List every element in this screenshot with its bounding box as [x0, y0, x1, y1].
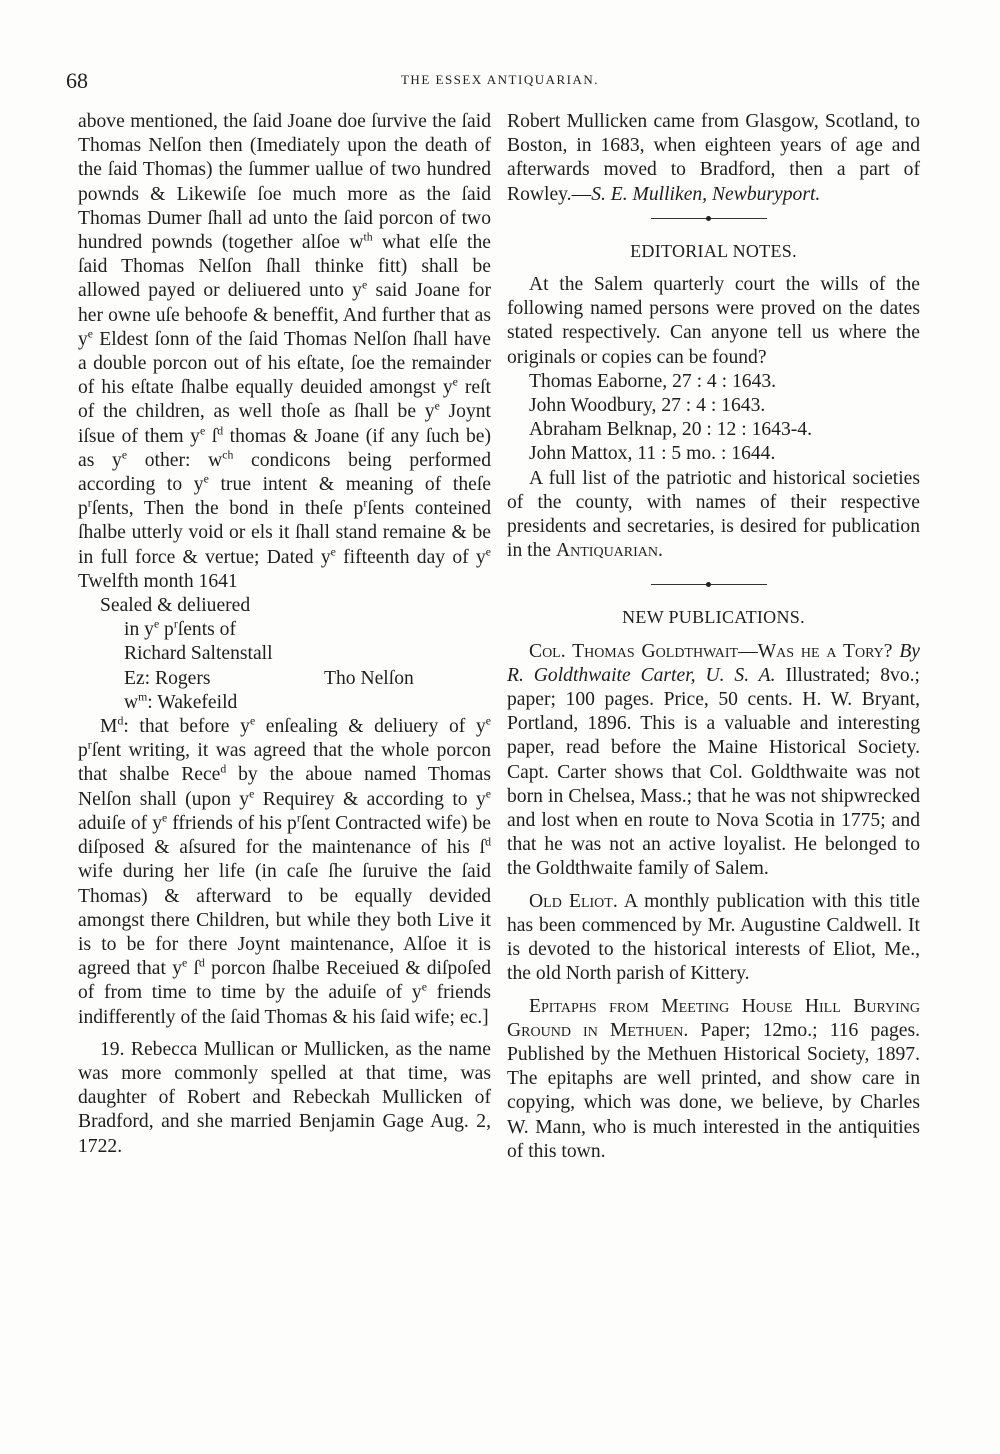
sealed-line: Sealed & deliuered — [100, 595, 251, 617]
signer-nelson: Tho Nelſon — [324, 667, 414, 689]
deed-text: above mentioned, the ſaid Joane doe ſurvive the ſaid Thomas Nelſon then (Imediately upon the death of the ſaid Thomas) the ſummer uallue of two hundred pownds & Likewiſe ſoe much more as the ſaid Thomas Dumer ſhall ad unto the ſaid porcon of two hundred pownds (together alſoe $w^{th}$ what elſe the ſaid Thomas Nelſon ſhall thinke fitt) shall be allowed payed or deliuered unto $y^e$ said Joane for her owne uſe behoofe & beneffit, And further that as $y^e$ Eldest ſonn of the ſaid Thomas Nelſon ſhall have a double porcon out of his eſtate, ſoe the remainder of his eſtate ſhalbe equally deuided amongst $y^e$ reſt of the children, as well thoſe as ſhall be $y^e$ Joynt iſsue of them $y^e$ $ſ^d$ thomas & Joane (if any ſuch be) as $y^e$ other: $w^{ch}$ condicons being performed according to $y^e$ true intent & meaning of theſe $p^rſents$, Then the bond in theſe $p^rſents$ conteined ſhalbe utterly void or els it ſhall stand remaine & be in full force & vertue; Dated $y^e$ fifteenth day of $y^e$ Twelfth month 1641 — [78, 111, 492, 592]
mullicken-note-signature: S. E. Mulliken, Newburyport. — [591, 183, 821, 205]
memorandum-text: $M^d$: that before $y^e$ enſealing & deliuery of $y^e$ $p^rſent$ writing, it was agreed that the whole porcon that shalbe Rece$^d$ by the aboue named Thomas Nelſon shall (upon $y^e$ Requirey & according to $y^e$ aduiſe of $y^e$ ffriends of his $p^rſent$ Contracted wife) be diſposed & aſsured for the maintenance of his $ſ^d$ wife during her life (in caſe ſhe ſuruive the ſaid Thomas) & afterward to be equally devided amongst there Children, but while they both Live it is to be for there Joynt maintenance, Alſoe it is agreed that $y^e$ $ſ^d$ porcon ſhalbe Receiued & diſpoſed of from time to time by the aduiſe of $y^e$ friends indifferently of the ſaid Thomas & his ſaid wife; ec.] — [78, 714, 491, 1028]
will-entry: Abraham Belknap, 20 : 12 : 1643-4. — [529, 419, 812, 441]
witness-wakefeild: $w^m$: Wakefeild — [124, 690, 238, 713]
will-entry: Thomas Eaborne, 27 : 4 : 1643. — [529, 370, 777, 392]
witness-rogers: Ez: Rogers — [124, 667, 211, 689]
new-publications-heading: NEW PUBLICATIONS. — [622, 607, 805, 628]
publication-text: Illustrated; 8vo.; paper; 100 pages. Price, 50 cents. H. W. Bryant, Portland, 1896. This is a valuable and interesting paper, read before the Maine Historical Society. Capt. Carter shows that Col. Goldthwaite was not born in Chelsea, Mass.; that he was not shipwrecked and lost when en route to Nova Scotia in 1775; and that he was not an active loyalist. He belonged to the Goldthwaite family of Salem. — [507, 664, 920, 880]
signature-row — [78, 667, 491, 691]
publication-title: Old Eliot. — [529, 890, 618, 912]
journal-title: THE ESSEX ANTIQUARIAN. — [400, 72, 600, 87]
will-entry: John Mattox, 11 : 5 mo. : 1644. — [529, 443, 776, 465]
publication-epitaphs — [507, 995, 920, 1164]
section-rule — [507, 573, 920, 595]
publication-author: By R. Goldthwaite Carter, U. S. A. — [507, 640, 920, 686]
publication-old-eliot — [507, 890, 920, 987]
editorial-request — [507, 467, 920, 564]
publication-title: Col. Thomas Goldthwait—Was he a Tory? — [529, 640, 893, 662]
publication-title: Epitaphs from Meeting House Hill Burying Ground in Methuen. — [507, 995, 920, 1041]
editorial-intro: At the Salem quarterly court the wills of the following named persons were proved on the dates stated respectively. Can anyone tell us where the originals or copies can be found? — [507, 274, 920, 368]
editorial-notes-heading: EDITORIAL NOTES. — [630, 240, 797, 261]
note-19: 19. Rebecca Mullican or Mullicken, as the name was more commonly spelled at that time, was daughter of Robert and Rebeckah Mullicken of Bradford, and she married Benjamin Gage Aug. 2, 1722. — [78, 1038, 491, 1157]
publication-goldthwait — [507, 640, 920, 882]
right-column — [507, 110, 920, 1164]
mullicken-note — [507, 110, 920, 207]
running-head — [0, 68, 1000, 92]
page-number: 68 — [66, 68, 88, 93]
publication-text: Paper; 12mo.; 116 pages. Published by the Methuen Historical Society, 1897. The epitaphs are well printed, and show care in copying, which was done, we believe, by Charles W. Mann, who is much interested in the antiquities of this town. — [507, 1019, 920, 1162]
antiquarian-name: Antiquarian. — [555, 540, 663, 562]
will-entry: John Woodbury, 27 : 4 : 1643. — [529, 395, 766, 417]
mullicken-note-text: Robert Mullicken came from Glasgow, Scotland, to Boston, in 1683, when eighteen years of age and afterwards moved to Bradford, then a part of Rowley.— — [507, 111, 920, 205]
section-rule — [507, 207, 920, 229]
witness-saltenstall: Richard Saltenstall — [124, 643, 273, 665]
presents-line: in $y^e$ $p^rſents$ of — [124, 617, 237, 641]
left-column — [78, 110, 491, 1159]
editorial-request-text: A full list of the patriotic and historical societies of the county, with names of their respective presidents and secretaries, is desired for publication in the — [507, 467, 920, 562]
publication-text: A monthly publication with this title has been commenced by Mr. Augustine Caldwell. It is devoted to the historical interests of Eliot, Me., the old North parish of Kittery. — [507, 890, 920, 985]
